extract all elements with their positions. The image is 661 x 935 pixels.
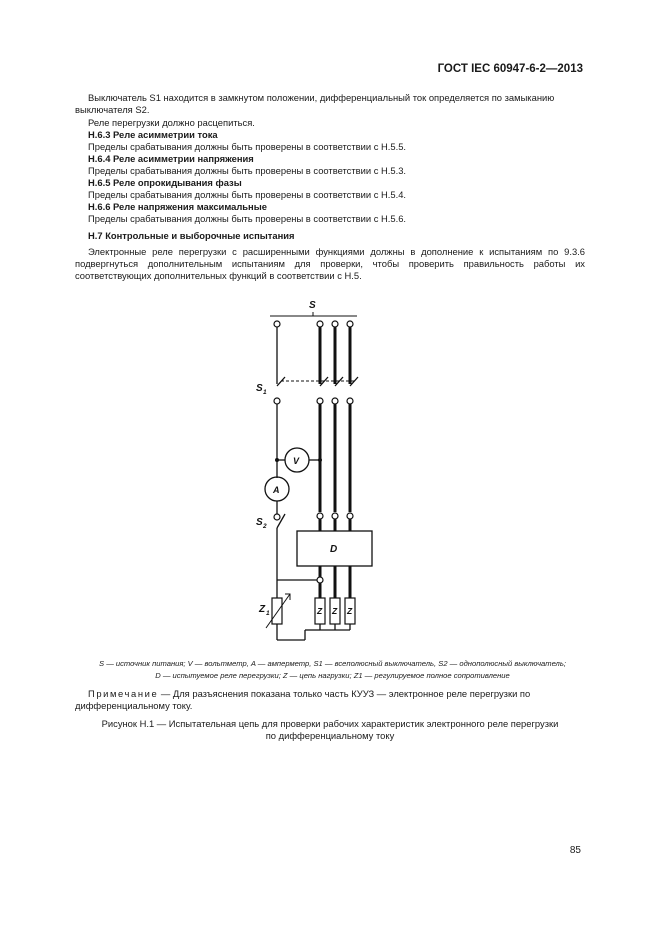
paragraph-relay-trip: Реле перегрузки должно расцепиться. [88,116,255,128]
document-header: ГОСТ IEC 60947-6-2—2013 [437,63,583,75]
label-voltmeter: V [293,456,300,466]
page-number: 85 [569,845,581,856]
label-switch-s1: S [256,383,263,394]
section-text-h64: Пределы срабатывания должны быть проверены в соответствии с H.5.3. [88,164,407,176]
legend-line-1: S — источник питания; V — вольтметр, A — амперметр, S1 — всеполюсный выключатель, S2 — однополюсный выключатель; [99,659,566,668]
figure-caption-line-1: Рисунок H.1 — Испытательная цепь для проверки рабочих характеристик электронного реле перегрузки [101,718,559,729]
figure-note [75,688,585,712]
label-impedance-z1-sub: 1 [266,610,270,617]
section-heading-h7: H.7 Контрольные и выборочные испытания [88,230,295,241]
label-load-z-3: Z [347,606,353,616]
section-heading-h65: H.6.5 Реле опрокидывания фазы [88,176,242,188]
section-text-h65: Пределы срабатывания должны быть проверены в соответствии с H.5.4. [88,188,407,200]
section-heading-h63: H.6.3 Реле асимметрии тока [88,128,218,140]
section-text-h63: Пределы срабатывания должны быть проверены в соответствии с H.5.5. [88,140,407,152]
legend-line-2: D — испытуемое реле перегрузки; Z — цепь нагрузки; Z1 — регулируемое полное сопротивление [155,671,510,680]
section-text-h66: Пределы срабатывания должны быть проверены в соответствии с H.5.6. [88,212,407,224]
label-switch-s2: S [256,517,263,528]
paragraph-s1-closed: Выключатель S1 находится в замкнутом положении, дифференциальный ток определяется по замыканию выключателя S2. [75,92,555,116]
label-switch-s2-sub: 2 [263,523,267,530]
figure-caption-line-2: по дифференциальному току [265,730,395,741]
note-text: — Для разъяснения показана только часть КУУЗ — электронное реле перегрузки по дифференциальному току. [75,688,531,712]
label-ammeter: A [273,485,280,495]
label-load-z-2: Z [332,606,338,616]
section-text-h7: Электронные реле перегрузки с расширенными функциями должны в дополнение к испытаниям по 9.3.6 подвергнуться дополнительным испытаниям для проверки, чтобы проверить правильность работы их соответствующих дополнительных функций в соответствии с H.5. [75,246,585,282]
note-label: Примечание [88,688,159,699]
section-heading-h64: H.6.4 Реле асимметрии напряжения [88,152,254,164]
label-source-s: S [309,300,316,311]
label-load-z-1: Z [317,606,323,616]
label-switch-s1-sub: 1 [263,389,267,396]
label-impedance-z1: Z [259,604,266,615]
label-relay-d: D [330,544,338,555]
section-heading-h66: H.6.6 Реле напряжения максимальные [88,200,267,212]
